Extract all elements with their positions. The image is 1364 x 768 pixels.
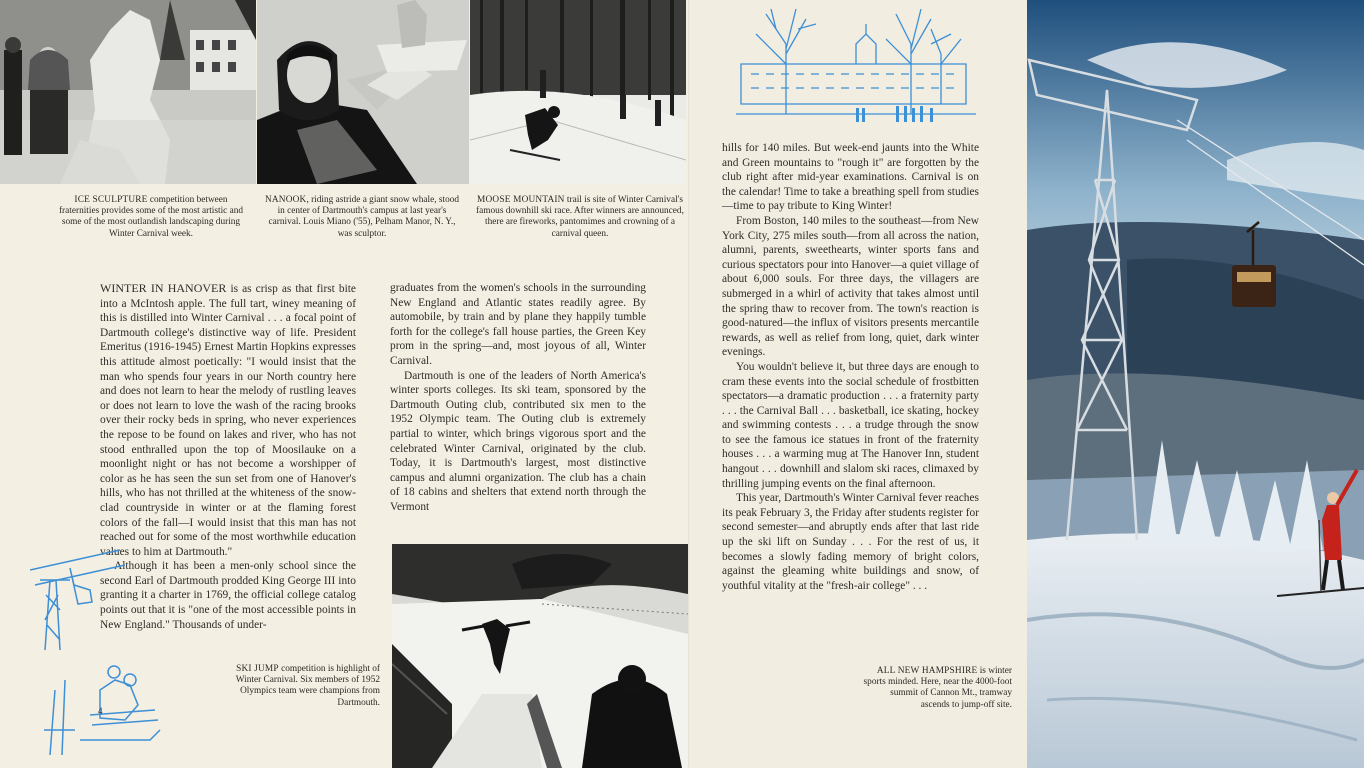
paragraph-text: Although it has been a men-only school since the second Earl of Dartmouth prodded King George III into granting it a charter in 1769, the official college catalog points out that it is "one of the most accessible points in New England." Thousands of under- [100, 560, 356, 631]
caption-lead: ALL NEW HAMPSHIRE [876, 666, 978, 676]
page-number: 4 [98, 706, 103, 716]
article-paragraph [390, 281, 646, 369]
cannon-tramway-photo [1027, 0, 1364, 768]
moose-mountain-caption [476, 195, 684, 240]
campus-sketch [736, 4, 976, 128]
article-paragraph [722, 214, 979, 360]
caption-text: trail is site of Winter Carnival's famous downhill ski race. After winners are announced, there are fireworks, pantomimes and crowning of a carnival queen. [476, 195, 684, 239]
caption-text: competition is highlight of Winter Carnival. Six members of 1952 Olympics team were champions from Dartmouth. [235, 664, 380, 708]
right-page [690, 0, 1364, 768]
nanook-photo [257, 0, 469, 184]
caption-lead: MOOSE MOUNTAIN [477, 195, 565, 205]
paragraph-text: This year, Dartmouth's Winter Carnival fever reaches its peak February 3, the Friday after students register for second semester—and abruptly ends after that last ride up the ski lift on Sunday . . . For the rest of us, it becomes a slowly fading memory of bright colors, against the gleaming white buildings and snow, of youthful vitality at the "fresh-air college" . . . [722, 492, 979, 592]
caption-text: competition between fraternities provides some of the most artistic and some of the most outlandish landscaping during Winter Carnival week. [58, 195, 244, 239]
caption-text: , riding astride a giant snow whale, stood in center of Dartmouth's campus at last year's carnival. Louis Miano ('55), Pelham Manor, N. Y., was sculptor. [268, 195, 460, 239]
article-paragraph [722, 141, 979, 214]
paragraph-text: is as crisp as that first bite into a McIntosh apple. The full tart, winey meaning of this is distilled into Winter Carnival . . . a focal point of Dartmouth college's distinctive way of life. President Emeritus (1916-1945) Ernest Martin Hopkins expresses this attitude almost poetically: "I would insist that the man who spends four years in our North country here and does not learn to hear the melody of rustling leaves or does not learn to love the wash of the racing brooks over their rocky beds in spring, who never experiences the repose to be found on lakes and river, who has not stood enthralled upon the top of Moosilauke on a moonlight night or has not become a worshipper of color as he has seen the sun set from one of Hanover's hills, who has not thrilled at the whiteness of the snow-clad countryside in winter or at the flaming forest colors of the fall—I would insist that this man has not reached out for some of the most worthwhile education values to him at Dartmouth." [100, 283, 356, 558]
article-paragraph [100, 281, 356, 559]
ski-jump-photo [392, 544, 688, 768]
moose-mountain-photo [470, 0, 686, 184]
article-column-3 [722, 141, 979, 593]
article-paragraph [722, 360, 979, 491]
caption-lead: ICE SCULPTURE [74, 195, 148, 205]
caption-lead: NANOOK [264, 195, 307, 205]
paragraph-text: You wouldn't believe it, but three days are enough to cram these events into the social schedule of frostbitten spectators—a dramatic production . . . a fraternity party . . . the Carnival Ball . . . basketball, ice skating, hockey and swimming contests . . . a trudge through the snow to see the famous ice statues in front of the fraternity houses . . . a warming mug at The Hanover Inn, student hangout . . . downhill and slalom ski races, climaxed by thrilling jumping events on the final afternoon. [722, 360, 979, 490]
article-paragraph [722, 491, 979, 593]
caption-text: is winter sports minded. Here, near the 4000-foot summit of Cannon Mt., tramway ascends to jump-off site. [863, 666, 1012, 710]
paragraph-text: graduates from the women's schools in the surrounding New England and Atlantic states readily agree. By automobile, by train and by plane they happily tumble forth for the college's fall house parties, the Green Key prom in the spring—and, most joyous of all, Winter Carnival. [390, 282, 646, 367]
ski-lift-sketch [30, 540, 170, 762]
caption-lead: SKI JUMP [236, 664, 279, 674]
article-column-2 [390, 281, 646, 515]
article-paragraph [390, 369, 646, 515]
article-lead: WINTER IN HANOVER [100, 281, 227, 295]
new-hampshire-caption [860, 666, 1012, 711]
paragraph-text: hills for 140 miles. But week-end jaunts into the White and Green mountains to "rough it" are forgotten by the club right after mid-year examinations. Carnival is on the calendar! Time to take a breathing spell from studies—time to pay tribute to King Winter! [722, 142, 979, 213]
ice-sculpture-caption [56, 195, 246, 240]
ice-sculpture-photo [0, 0, 256, 184]
nanook-caption [262, 195, 462, 240]
paragraph-text: Dartmouth is one of the leaders of North America's winter sports colleges. Its ski team, sponsored by the Dartmouth Outing club, contributed six men to the 1952 Olympic team. The Outing club is extremely partial to winter, which brings vigorous sport and the celebrated Winter Carnival, originated by the club. Today, it is Dartmouth's largest, most distinctive campus and alumni organization. The club has a chain of 18 cabins and shelters that extend north through the Vermont [390, 369, 646, 513]
ski-jump-caption [232, 664, 380, 709]
paragraph-text: From Boston, 140 miles to the southeast—from New York City, 275 miles south—from all across the nation, alumni, parents, sweethearts, winter sports fans and curious spectators pour into Hanover—a quiet village of about 6,000 souls. For three days, the villagers are submerged in a whirl of activity that takes almost until the spring thaw to recover from. The town's reaction is good-natured—the influx of visitors presents mercantile rewards, as well as relief from long, quiet, dark winter evenings. [722, 214, 979, 359]
